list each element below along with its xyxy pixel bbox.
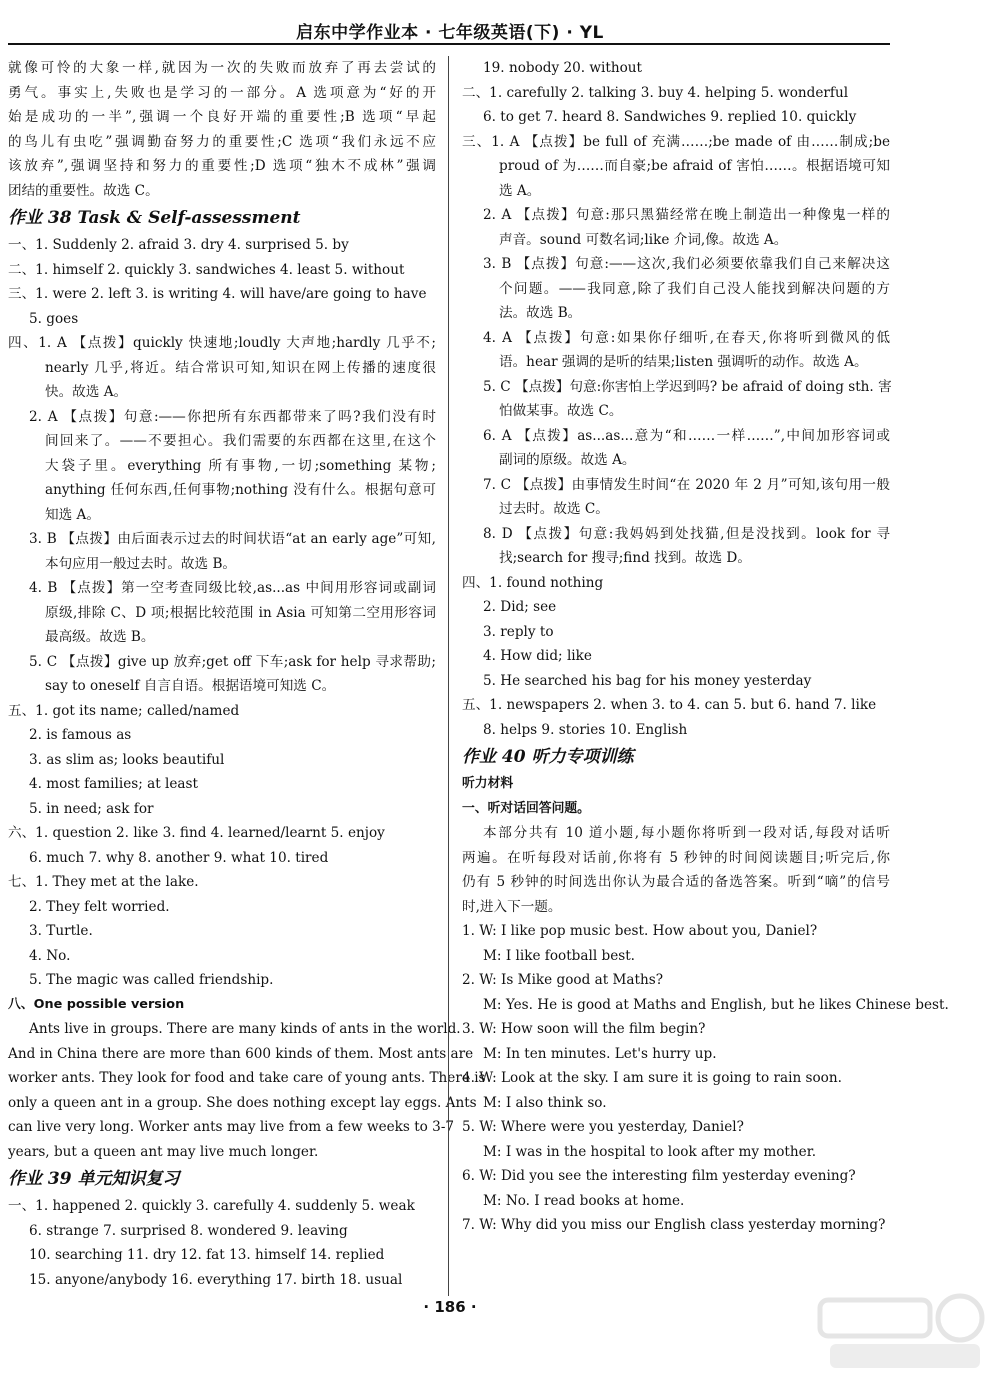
- text-line: M: No. I read books at home.: [483, 1192, 685, 1209]
- text-line: 7. W: Why did you miss our English class yesterday morning?: [462, 1217, 886, 1233]
- text-line: say to oneself 自言自语。根据语境可知选 C。: [45, 678, 336, 694]
- text-line: Ants live in groups. There are many kinds of ants in the world.: [29, 1021, 461, 1037]
- text-line: 过去时。故选 C。: [499, 501, 609, 517]
- text-line: 4. No.: [29, 947, 71, 964]
- text-line: 四、1. A 【点拨】quickly 快速地;loudly 大声地;hardly 几乎不;: [8, 335, 436, 351]
- text-line: 3. Turtle.: [29, 923, 93, 939]
- text-line: only a queen ant in a group. She does nothing except lay eggs. Ants: [8, 1094, 477, 1111]
- text-line: 6. much 7. why 8. another 9. what 10. tired: [29, 849, 329, 866]
- text-line: 最高级。故选 B。: [45, 629, 155, 645]
- text-line: 选 A。: [499, 182, 541, 199]
- text-line: 该放弃”,强调坚持和努力的重要性;D 选项“独木不成林”强调: [8, 158, 436, 174]
- text-line: M: In ten minutes. Let's hurry up.: [483, 1045, 717, 1062]
- left-column: [8, 56, 486, 1292]
- sub-heading: 八、One possible version: [8, 996, 185, 1012]
- text-line: 3. B 【点拨】句意:——这次,我们必须要依靠我们自己来解决这: [483, 256, 890, 272]
- text-line: 4. How did; like: [483, 648, 592, 664]
- text-line: 2. W: Is Mike good at Maths?: [462, 972, 664, 988]
- text-line: 五、1. got its name; called/named: [8, 702, 240, 719]
- text-line: 个问题。——我同意,除了我们自己没人能找到解决问题的方: [499, 280, 890, 297]
- text-line: 7. C 【点拨】由事情发生时间“在 2020 年 2 月”可知,该句用一般: [483, 476, 890, 493]
- text-line: 本句应用一般过去时。故选 B。: [45, 555, 237, 572]
- text-line: 五、1. newspapers 2. when 3. to 4. can 5. but 6. hand 7. like: [462, 697, 877, 713]
- text-line: 3. B 【点拨】由后面表示过去的时间状语“at an early age”可知,: [29, 531, 436, 547]
- text-line: 5. C 【点拨】句意:你害怕上学迟到吗? be afraid of doing sth. 害: [483, 378, 892, 395]
- text-line: 8. D 【点拨】句意:我妈妈到处找猫,但是没找到。look for 寻: [483, 525, 890, 542]
- text-line: 5. He searched his bag for his money yesterday: [483, 672, 812, 689]
- text-line: 二、1. himself 2. quickly 3. sandwiches 4. least 5. without: [8, 261, 405, 278]
- text-line: 4. B 【点拨】第一空考查同级比较,as...as 中间用形容词或副词: [29, 580, 436, 596]
- text-line: 10. searching 11. dry 12. fat 13. himself 14. replied: [29, 1247, 385, 1263]
- text-line: 一、1. happened 2. quickly 3. carefully 4. suddenly 5. weak: [8, 1198, 415, 1214]
- page-number: · 186 ·: [423, 1298, 477, 1316]
- text-line: 六、1. question 2. like 3. find 4. learned/learnt 5. enjoy: [8, 825, 385, 841]
- text-line: 找;search for 搜寻;find 找到。故选 D。: [499, 550, 751, 566]
- text-line: 副词的原级。故选 A。: [499, 452, 636, 468]
- text-line: 2. A 【点拨】句意:那只黑猫经常在晚上制造出一种像鬼一样的: [483, 207, 890, 223]
- text-line: 8. helps 9. stories 10. English: [483, 721, 688, 738]
- text-line: 5. goes: [29, 310, 79, 327]
- text-line: 快。故选 A。: [45, 384, 128, 400]
- text-line: 5. C 【点拨】give up 放弃;get off 下车;ask for help 寻求帮助;: [29, 653, 436, 670]
- text-line: 3. as slim as; looks beautiful: [29, 751, 225, 768]
- text-line: 团结的重要性。故选 C。: [8, 182, 159, 199]
- text-line: anything 任何东西,任何事物;nothing 没有什么。根据句意可: [45, 482, 436, 498]
- text-line: M: I like football best.: [483, 947, 636, 964]
- section-heading: 作业 38 Task & Self-assessment: [8, 208, 301, 228]
- text-line: 大袋子里。everything 所有事物,一切;something 某物;: [45, 457, 436, 474]
- section-heading: 作业 39 单元知识复习: [8, 1169, 180, 1189]
- header-rule: [8, 43, 890, 45]
- sub-heading: 一、听对话回答问题。: [462, 800, 590, 816]
- text-line: 就像可怜的大象一样,就因为一次的失败而放弃了再去尝试的: [8, 60, 436, 76]
- text-line: 勇气。事实上,失败也是学习的一部分。A 选项意为“好的开: [8, 84, 436, 101]
- text-line: 4. A 【点拨】句意:如果你仔细听,在春天,你将听到微风的低: [483, 329, 890, 346]
- text-line: 的鸟儿有虫吃”强调勤奋努力的重要性;C 选项“我们永远不应: [8, 133, 436, 150]
- text-line: 2. A 【点拨】句意:——你把所有东西都带来了吗?我们没有时: [29, 408, 436, 425]
- text-line: 两遍。在听每段对话前,你将有 5 秒钟的时间阅读题目;听完后,你: [462, 849, 890, 866]
- text-line: 法。故选 B。: [499, 305, 582, 321]
- text-line: 知选 A。: [45, 506, 100, 523]
- text-line: nearly 几乎,将近。结合常识可知,知识在网上传播的速度很: [45, 359, 436, 376]
- text-line: 2. is famous as: [29, 727, 132, 743]
- page-header: 启东中学作业本 · 七年级英语(下) · YL: [296, 23, 604, 43]
- text-line: 6. A 【点拨】as...as...意为“和……一样……”,中间加形容词或: [483, 427, 890, 444]
- text-line: 始是成功的一半”,强调一个良好开端的重要性;B 选项“早起: [8, 109, 436, 125]
- text-line: 语。hear 强调的是听的结果;listen 强调听的动作。故选 A。: [499, 354, 868, 370]
- text-line: 4. W: Look at the sky. I am sure it is going to rain soon.: [462, 1070, 842, 1086]
- text-line: 3. W: How soon will the film begin?: [462, 1021, 706, 1037]
- text-line: 声音。sound 可数名词;like 介词,像。故选 A。: [499, 231, 788, 248]
- text-line: 三、1. were 2. left 3. is writing 4. will have/are going to have: [8, 286, 427, 302]
- watermark-logo: [800, 1290, 1000, 1374]
- text-line: M: I also think so.: [483, 1094, 607, 1111]
- text-line: 七、1. They met at the lake.: [8, 874, 199, 890]
- text-line: worker ants. They look for food and take care of young ants. There is: [8, 1070, 486, 1086]
- column-divider: [448, 56, 449, 1296]
- right-column: [462, 56, 949, 1238]
- text-line: M: I was in the hospital to look after my mother.: [483, 1143, 817, 1160]
- text-line: 19. nobody 20. without: [483, 60, 643, 76]
- text-line: years, but a queen ant may live much longer.: [8, 1143, 319, 1160]
- sub-heading: 听力材料: [462, 776, 514, 791]
- section-heading: 作业 40 听力专项训练: [462, 747, 634, 767]
- text-line: 6. W: Did you see the interesting film yesterday evening?: [462, 1168, 856, 1184]
- text-line: 6. strange 7. surprised 8. wondered 9. leaving: [29, 1222, 348, 1239]
- text-line: 一、1. Suddenly 2. afraid 3. dry 4. surprised 5. by: [8, 237, 349, 253]
- text-line: 间回来了。——不要担心。我们需要的东西都在这里,在这个: [45, 433, 436, 449]
- text-line: 3. reply to: [483, 623, 554, 640]
- text-line: M: Yes. He is good at Maths and English, but he likes Chinese best.: [483, 996, 949, 1013]
- text-line: 2. Did; see: [483, 599, 557, 615]
- text-line: 本部分共有 10 道小题,每小题你将听到一段对话,每段对话听: [483, 825, 890, 841]
- text-line: can live very long. Worker ants may live from a few weeks to 3-7: [8, 1119, 455, 1135]
- text-line: 仍有 5 秒钟的时间选出你认为最合适的备选答案。听到“嘀”的信号: [462, 874, 890, 890]
- text-line: 1. W: I like pop music best. How about you, Daniel?: [462, 923, 818, 939]
- text-line: 15. anyone/anybody 16. everything 17. birth 18. usual: [29, 1271, 403, 1288]
- text-line: 5. W: Where were you yesterday, Daniel?: [462, 1119, 744, 1135]
- text-line: 时,进入下一题。: [462, 898, 562, 915]
- text-line: 怕做某事。故选 C。: [499, 403, 623, 419]
- text-line: 6. to get 7. heard 8. Sandwiches 9. replied 10. quickly: [483, 109, 857, 125]
- text-line: 4. most families; at least: [29, 776, 198, 792]
- watermark-logo-icon: [800, 1290, 1000, 1374]
- text-line: 2. They felt worried.: [29, 898, 170, 915]
- text-line: proud of 为……而自豪;be afraid of 害怕……。根据语境可知: [499, 158, 890, 174]
- text-line: 5. in need; ask for: [29, 800, 154, 817]
- text-line: 三、1. A 【点拨】be full of 充满……;be made of 由……制成;be: [462, 133, 890, 150]
- text-line: 二、1. carefully 2. talking 3. buy 4. helping 5. wonderful: [462, 84, 849, 101]
- text-line: 原级,排除 C、D 项;根据比较范围 in Asia 可知第二空用形容词: [45, 604, 436, 621]
- text-line: And in China there are more than 600 kinds of them. Most ants are: [8, 1045, 474, 1062]
- text-line: 5. The magic was called friendship.: [29, 972, 274, 988]
- text-line: 四、1. found nothing: [462, 574, 604, 591]
